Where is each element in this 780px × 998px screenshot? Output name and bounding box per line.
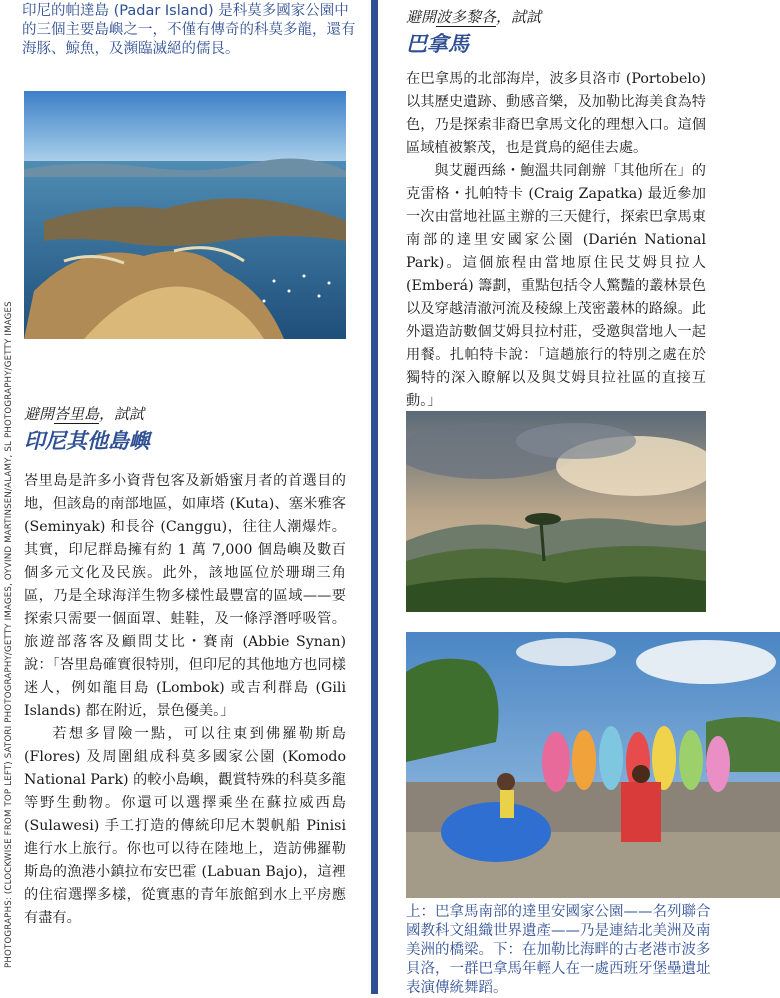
- indonesia-kicker: 避開峇里島，試試: [24, 405, 145, 423]
- panama-photos-caption: 上：巴拿馬南部的達里安國家公園——名列聯合國教科文組織世界遺產——乃是連結北美洲及南美洲的橋梁。下：在加勒比海畔的古老港市波多貝洛，一群巴拿馬年輕人在一處西班牙堡壘遺址表演傳統舞蹈。: [406, 904, 711, 996]
- photo-credit: PHOTOGRAPHS: (CLOCKWISE FROM TOP LEFT) SATORI PHOTOGRAPHY/GETTY IMAGES, OYVIND MARTINSEN/ALAMY, SL PHOTOGRAPHY/GETTY IMAGES: [4, 301, 14, 968]
- indonesia-paragraph-2: 若想多冒險一點，可以往東到佛羅勒斯島 (Flores) 及周圍組成科莫多國家公園 (Komodo National Park) 的較小島嶼，觀賞特殊的科莫多龍等野生動物。你還可以選擇乘坐在蘇拉威西島 (Sulawesi) 手工打造的傳統印尼木製帆船 Pinisi 進行水上旅行。你也可以待在陸地上，造訪佛羅勒斯島的漁港小鎮拉布安巴霍 (Labuan Bajo)，這裡的住宿選擇多樣，從實惠的青年旅館到水上平房應有盡有。: [24, 726, 346, 926]
- portobelo-dancers-photo: [406, 632, 780, 898]
- panama-heading: 巴拿馬: [406, 31, 469, 56]
- indonesia-paragraph-1: 峇里島是許多小資背包客及新婚蜜月者的首選目的地，但該島的南部地區，如庫塔 (Kuta)、塞米雅客 (Seminyak) 和長谷 (Canggu)，往往人潮爆炸。其實，印尼群島擁有約 1 萬 7,000 個島嶼及數百個多元文化及民族。此外，該地區位於珊瑚三角區，乃是全球海洋生物多樣性最豐富的區域——要探索只需要一個面罩、蛙鞋，及一條浮潛呼吸管。旅遊部落客及顧問艾比・賽南 (Abbie Synan) 說：「峇里島確實很特別，但印尼的其他地方也同樣迷人，例如龍目島 (Lombok) 或吉利群島 (Gili Islands) 都在附近，景色優美。」: [24, 473, 346, 719]
- column-divider: [371, 0, 378, 994]
- panama-paragraph-1: 在巴拿馬的北部海岸，波多貝洛市 (Portobelo) 以其歷史遺跡、動感音樂，及加勒比海美食為特色，乃是探索非裔巴拿馬文化的理想入口。這個區域植被繁茂，也是賞鳥的絕佳去處。: [406, 71, 706, 156]
- panama-paragraph-2: 與艾麗西絲・鮑溫共同創辦「其他所在」的克雷格・扎帕特卡 (Craig Zapatka) 最近參加一次由當地社區主辦的三天健行，探索巴拿馬東南部的達里安國家公園 (Darién National Park)。這個旅程由當地原住民艾姆貝拉人 (Emberá) 籌劃，重點包括令人驚豔的叢林景色以及穿越清澈河流及稜線上茂密叢林的路線。此外還造訪數個艾姆貝拉村莊，受邀與當地人一起用餐。扎帕特卡說：「這趟旅行的特別之處在於獨特的深入瞭解以及與艾姆貝拉社區的直接互動。」: [406, 163, 706, 409]
- padar-island-caption: 印尼的帕達島 (Padar Island) 是科莫多國家公園中的三個主要島嶼之一，不僅有傳奇的科莫多龍，還有海豚、鯨魚，及瀕臨滅絕的儒艮。: [22, 3, 356, 57]
- padar-island-photo: [24, 91, 346, 339]
- indonesia-body: [24, 470, 346, 930]
- indonesia-heading: 印尼其他島嶼: [24, 428, 150, 453]
- panama-body: [406, 68, 706, 413]
- darien-park-photo: [406, 411, 706, 612]
- panama-kicker: 避開波多黎各，試試: [406, 8, 542, 26]
